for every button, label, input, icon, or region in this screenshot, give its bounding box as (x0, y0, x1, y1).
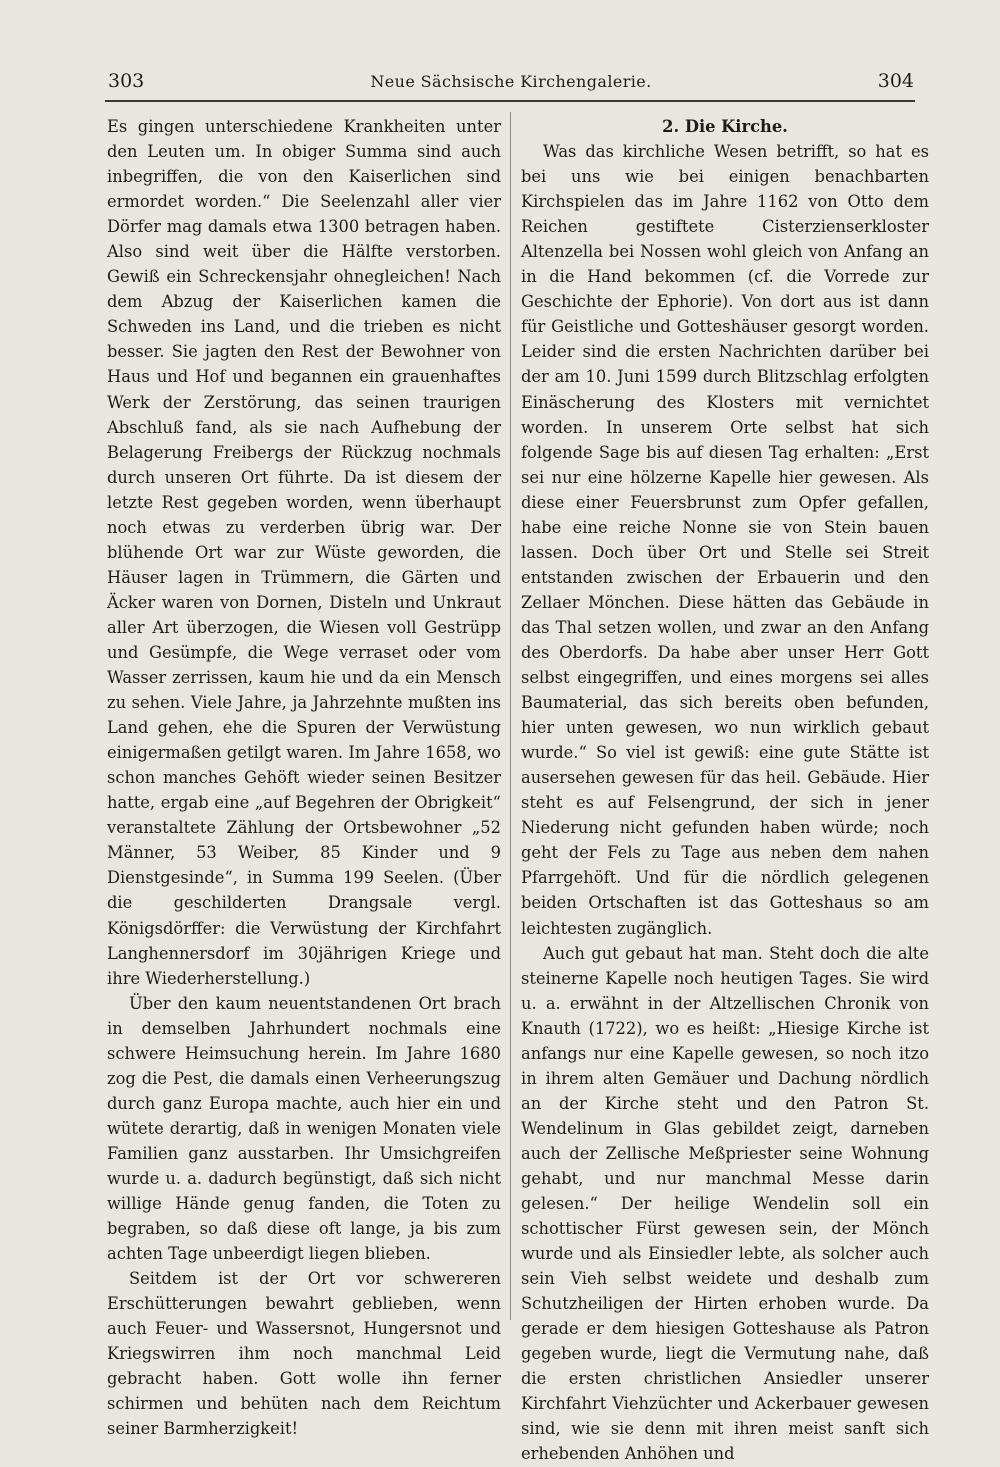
left-column (107, 114, 501, 1441)
header-rule (105, 100, 915, 102)
page-number-right: 304 (877, 70, 914, 92)
column-divider (510, 112, 511, 1320)
paragraph: Auch gut gebaut hat man. Steht doch die alte steinerne Kapelle noch heutigen Tages. Sie wird u. a. erwähnt in der Altzellischen Chronik von Knauth (1722), wo es heißt: „Hiesige Kirche ist anfangs nur eine Kapelle gewesen, so noch itzo in ihrem alten Gemäuer und Dachung nördlich an der Kirche steht und den Patron St. Wendelinum in Glas gebildet zeigt, darneben auch der Zellische Meßpriester seine Wohnung gehabt, und nur manchmal Messe darin gelesen.“ Der heilige Wendelin soll ein schottischer Fürst gewesen sein, der Mönch wurde und als Einsiedler lebte, als solcher auch sein Vieh selbst weidete und deshalb zum Schutzheiligen der Hirten erhoben wurde. Da gerade er dem hiesigen Gotteshause als Patron gegeben wurde, liegt die Vermutung nahe, daß die ersten christlichen Ansiedler unserer Kirchfahrt Viehzüchter und Ackerbauer gewesen sind, wie sie denn mit ihren meist sanft sich erhebenden Anhöhen und (521, 943, 929, 1464)
page-number-left: 303 (108, 70, 145, 92)
section-heading: 2. Die Kirche. (662, 117, 788, 136)
page-header (108, 70, 914, 100)
paragraph: Es gingen unterschiedene Krankheiten unter den Leuten um. In obiger Summa sind auch inbegriffen, die von den Kaiserlichen sind ermordet worden.“ Die Seelenzahl aller vier Dörfer mag damals etwa 1300 betragen haben. Also sind weit über die Hälfte verstorben. Gewiß ein Schreckensjahr ohnegleichen! Nach dem Abzug der Kaiserlichen kamen die Schweden ins Land, und die trieben es nicht besser. Sie jagten den Rest der Bewohner von Haus und Hof und begannen ein grauenhaftes Werk der Zerstörung, das seinen traurigen Abschluß fand, als sie nach Aufhebung der Belagerung Freibergs der Rückzug nochmals durch unseren Ort führte. Da ist diesem der letzte Rest gegeben worden, wenn überhaupt noch etwas zu verderben übrig war. Der blühende Ort war zur Wüste geworden, die Häuser lagen in Trümmern, die Gärten und Äcker waren von Dornen, Disteln und Unkraut aller Art überzogen, die Wiesen voll Gestrüpp und Gesümpfe, die Wege verraset oder vom Wasser zerrissen, kaum hie und da ein Mensch zu sehen. Viele Jahre, ja Jahrzehnte mußten ins Land gehen, ehe die Spuren der Verwüstung einigermaßen getilgt waren. Im Jahre 1658, wo schon manches Gehöft wieder seinen Besitzer hatte, ergab eine „auf Begehren der Obrigkeit“ veranstaltete Zählung der Ortsbewohner „52 Männer, 53 Weiber, 85 Kinder und 9 Dienstgesinde“, in Summa 199 Seelen. (Über die geschilderten Drangsale vergl. Königsdörffer: die Verwüstung der Kirchfahrt Langhennersdorf im 30jährigen Kriege und ihre Wiederherstellung.) (107, 117, 501, 988)
paragraph: Was das kirchliche Wesen betrifft, so hat es bei uns wie bei einigen benachbarten Kirchspielen das im Jahre 1162 von Otto dem Reichen gestiftete Cisterzienserkloster Altenzella bei Nossen wohl gleich von Anfang an in die Hand bekommen (cf. die Vorrede zur Geschichte der Ephorie). Von dort aus ist dann für Geistliche und Gotteshäuser gesorgt worden. Leider sind die ersten Nachrichten darüber bei der am 10. Juni 1599 durch Blitzschlag erfolgten Einäscherung des Klosters mit vernichtet worden. In unserem Orte selbst hat sich folgende Sage bis auf diesen Tag erhalten: „Erst sei nur eine hölzerne Kapelle hier gewesen. Als diese einer Feuersbrunst zum Opfer gefallen, habe eine reiche Nonne sie von Stein bauen lassen. Doch über Ort und Stelle sei Streit entstanden zwischen der Erbauerin und den Zellaer Mönchen. Diese hätten das Gebäude in das Thal setzen wollen, und zwar an den Anfang des Oberdorfs. Da habe aber unser Herr Gott selbst eingegriffen, und eines morgens sei alles Baumaterial, das sich bereits oben befunden, hier unten gewesen, wo nun wirklich gebaut wurde.“ So viel ist gewiß: eine gute Stätte ist ausersehen gewesen für das heil. Gebäude. Hier steht es auf Felsengrund, der sich in jener Niederung nicht gefunden haben würde; noch geht der Fels zu Tage aus neben dem nahen Pfarrgehöft. Und für die nördlich gelegenen beiden Ortschaften ist das Gotteshaus so am leichtesten zugänglich. (521, 142, 929, 938)
paragraph: Über den kaum neuentstandenen Ort brach in demselben Jahrhundert nochmals eine schwere Heimsuchung herein. Im Jahre 1680 zog die Pest, die damals einen Verheerungszug durch ganz Europa machte, auch hier ein und wütete derartig, daß in wenigen Monaten viele Familien ganz ausstarben. Ihr Umsichgreifen wurde u. a. dadurch begünstigt, daß sich nicht willige Hände genug fanden, die Toten zu begraben, so daß diese oft lange, ja bis zum achten Tage unbeerdigt liegen blieben. (107, 993, 501, 1264)
running-title: Neue Sächsische Kirchengalerie. (370, 72, 652, 91)
paragraph: Seitdem ist der Ort vor schwereren Erschütterungen bewahrt geblieben, wenn auch Feuer- und Wassersnot, Hungersnot und Kriegswirren ihm noch manchmal Leid gebracht haben. Gott wolle ihn ferner schirmen und behüten nach dem Reichtum seiner Barmherzigkeit! (107, 1269, 501, 1439)
right-column (521, 114, 929, 1467)
